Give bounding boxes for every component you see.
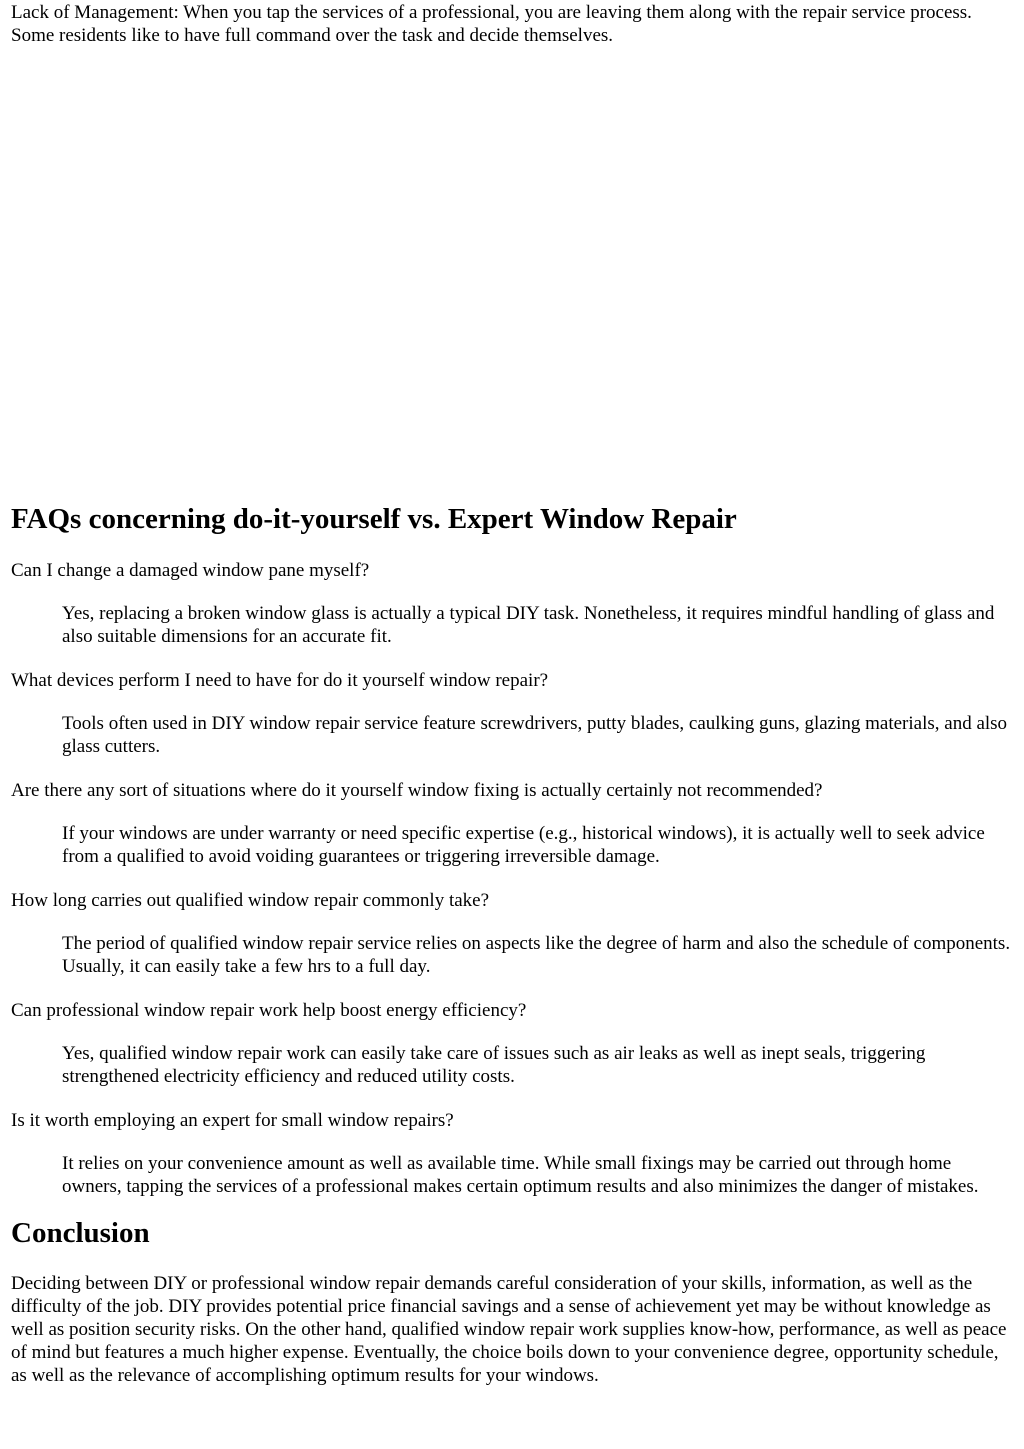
faq-question: How long carries out qualified window repair commonly take? <box>11 890 490 911</box>
faq-answer: Yes, qualified window repair work can easily take care of issues such as air leaks as well as inept seals, triggering strengthened electricity efficiency and reduced utility costs. <box>62 1043 926 1087</box>
faq-question: Can professional window repair work help boost energy efficiency? <box>11 1000 527 1021</box>
document-page <box>11 1 1013 1387</box>
faq-answer: Tools often used in DIY window repair service feature screwdrivers, putty blades, caulking guns, glazing materials, and also glass cutters. <box>62 713 1008 757</box>
faq-answer: Yes, replacing a broken window glass is actually a typical DIY task. Nonetheless, it requires mindful handling of glass and also suitable dimensions for an accurate fit. <box>62 603 995 647</box>
conclusion-paragraph: Deciding between DIY or professional window repair demands careful consideration of your skills, information, as well as the difficulty of the job. DIY provides potential price financial savings and a sense of achievement yet may be without knowledge as well as position security risks. On the other hand, qualified window repair work supplies know-how, performance, as well as peace of mind but features a much higher expense. Eventually, the choice boils down to your convenience degree, opportunity schedule, as well as the relevance of accomplishing optimum results for your windows. <box>11 1273 1007 1386</box>
faq-list <box>11 559 1013 1198</box>
faq-question: Are there any sort of situations where do it yourself window fixing is actually certainly not recommended? <box>11 780 823 801</box>
blank-space <box>11 47 1013 502</box>
conclusion-heading: Conclusion <box>11 1217 150 1249</box>
faq-answer: It relies on your convenience amount as well as available time. While small fixings may be carried out through home owners, tapping the services of a professional makes certain optimum results and also minimizes the danger of mistakes. <box>62 1153 979 1197</box>
faq-answer: The period of qualified window repair service relies on aspects like the degree of harm and also the schedule of components. Usually, it can easily take a few hrs to a full day. <box>62 933 1011 977</box>
faq-question: Is it worth employing an expert for small window repairs? <box>11 1110 454 1131</box>
intro-paragraph: Lack of Management: When you tap the services of a professional, you are leaving them along with the repair service process. Some residents like to have full command over the task and decide themselves. <box>11 2 972 46</box>
faq-question: Can I change a damaged window pane myself? <box>11 560 370 581</box>
faq-heading: FAQs concerning do-it-yourself vs. Expert Window Repair <box>11 503 737 535</box>
faq-question: What devices perform I need to have for do it yourself window repair? <box>11 670 549 691</box>
faq-answer: If your windows are under warranty or need specific expertise (e.g., historical windows), it is actually well to seek advice from a qualified to avoid voiding guarantees or triggering irreversible damage. <box>62 823 985 867</box>
